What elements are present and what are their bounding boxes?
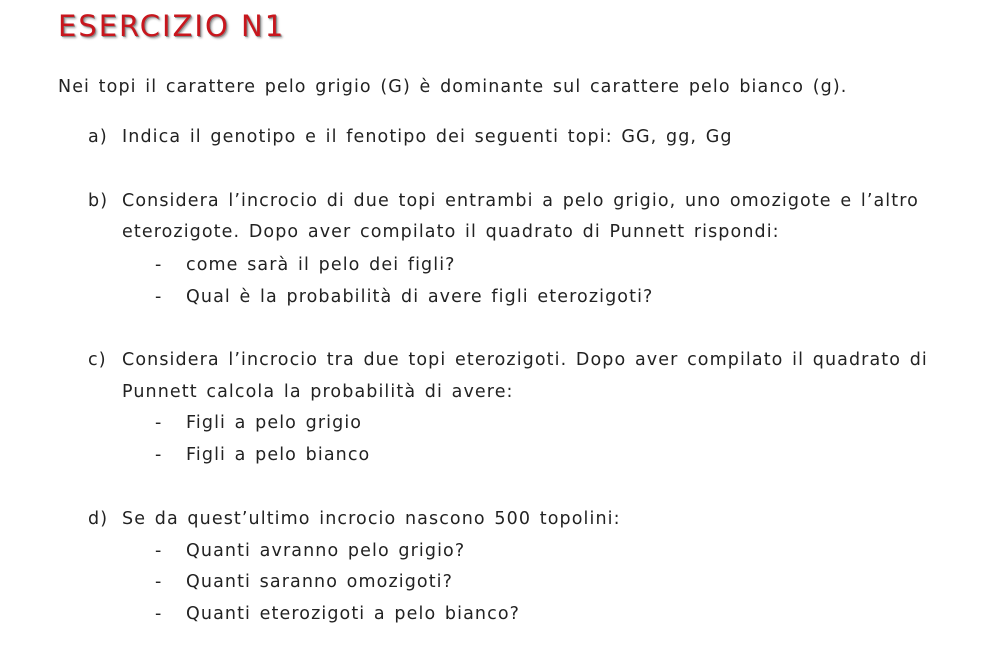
question-a-line-1: Indica il genotipo e il fenotipo dei seguenti topi: GG, gg, Gg [122, 127, 733, 147]
question-c-sub-2: Figli a pelo bianco [186, 445, 371, 465]
question-d-sub-2: Quanti saranno omozigoti? [186, 572, 454, 592]
bullet-dash: - [155, 604, 162, 624]
question-d-marker: d) [88, 509, 109, 529]
bullet-dash: - [155, 255, 162, 275]
bullet-dash: - [155, 287, 162, 307]
question-b-marker: b) [88, 191, 109, 211]
question-b-sub-2: Qual è la probabilità di avere figli eterozigoti? [186, 287, 654, 307]
exercise-title: ESERCIZIO N1 [58, 9, 286, 43]
question-d-sub-1: Quanti avranno pelo grigio? [186, 541, 466, 561]
question-a-marker: a) [88, 127, 108, 147]
question-c-line-1: Considera l’incrocio tra due topi eterozigoti. Dopo aver compilato il quadrato di [122, 350, 928, 370]
question-b-line-2: eterozigote. Dopo aver compilato il quadrato di Punnett rispondi: [122, 222, 780, 242]
question-c-marker: c) [88, 350, 107, 370]
question-d-line-1: Se da quest’ultimo incrocio nascono 500 topolini: [122, 509, 621, 529]
intro-text: Nei topi il carattere pelo grigio (G) è dominante sul carattere pelo bianco (g). [58, 77, 848, 97]
bullet-dash: - [155, 413, 162, 433]
question-c-sub-1: Figli a pelo grigio [186, 413, 363, 433]
bullet-dash: - [155, 541, 162, 561]
bullet-dash: - [155, 445, 162, 465]
question-b-line-1: Considera l’incrocio di due topi entrambi a pelo grigio, uno omozigote e l’altro [122, 191, 919, 211]
question-d-sub-3: Quanti eterozigoti a pelo bianco? [186, 604, 521, 624]
question-b-sub-1: come sarà il pelo dei figli? [186, 255, 456, 275]
bullet-dash: - [155, 572, 162, 592]
question-c-line-2: Punnett calcola la probabilità di avere: [122, 382, 514, 402]
